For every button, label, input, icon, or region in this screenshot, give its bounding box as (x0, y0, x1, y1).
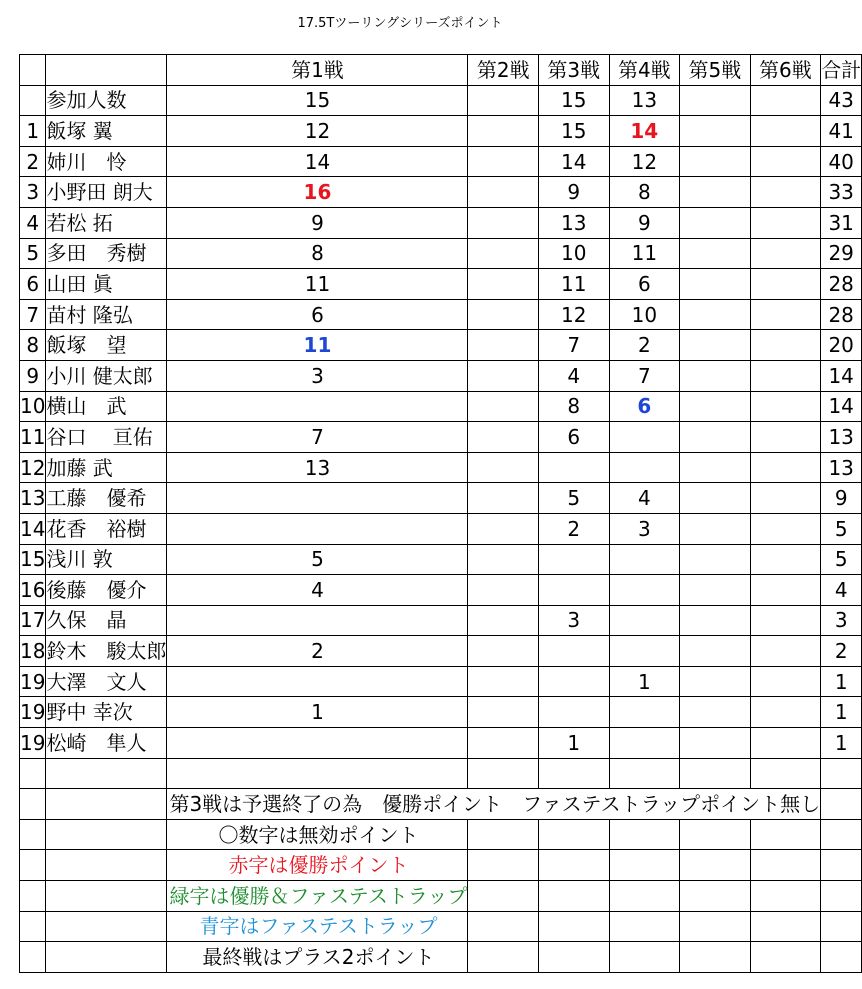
driver-name: 小野田 朗大 (46, 177, 167, 208)
legend-row (20, 942, 862, 973)
round-cell (680, 881, 751, 912)
name-cell (46, 789, 167, 820)
round-cell (609, 911, 680, 942)
round-cell: 4 (539, 360, 610, 391)
round-cell (680, 207, 751, 238)
round-cell (609, 422, 680, 453)
round-cell: 2 (167, 636, 468, 667)
round-cell: 4 (609, 483, 680, 514)
rank-cell: 10 (20, 391, 46, 422)
driver-row (20, 483, 862, 514)
driver-name: 横山 武 (46, 391, 167, 422)
total-cell (821, 881, 862, 912)
round-cell (750, 85, 821, 116)
round-cell: 1 (167, 697, 468, 728)
round-cell (680, 269, 751, 300)
round-cell (680, 422, 751, 453)
round-cell: 6 (167, 299, 468, 330)
round-cell (468, 269, 539, 300)
driver-name: 加藤 武 (46, 452, 167, 483)
total-cell: 5 (821, 513, 862, 544)
legend-row (20, 850, 862, 881)
round-cell (750, 636, 821, 667)
note-row-round3 (20, 789, 862, 820)
driver-row (20, 636, 862, 667)
rank-cell: 3 (20, 177, 46, 208)
total-cell: 28 (821, 299, 862, 330)
round-cell (680, 85, 751, 116)
round-cell (680, 238, 751, 269)
round-cell: 3 (609, 513, 680, 544)
round-cell (167, 605, 468, 636)
round-cell (609, 452, 680, 483)
driver-name: 若松 拓 (46, 207, 167, 238)
driver-row (20, 146, 862, 177)
driver-name: 飯塚 翼 (46, 116, 167, 147)
round-cell (468, 605, 539, 636)
total-cell: 3 (821, 605, 862, 636)
round-cell: 14 (609, 116, 680, 147)
total-cell: 13 (821, 452, 862, 483)
round-cell (167, 666, 468, 697)
header-cell (46, 55, 167, 86)
round-cell (609, 850, 680, 881)
rank-cell: 12 (20, 452, 46, 483)
round-cell (750, 330, 821, 361)
rank-cell: 2 (20, 146, 46, 177)
rank-cell: 19 (20, 666, 46, 697)
name-cell (46, 850, 167, 881)
round-cell: 13 (609, 85, 680, 116)
total-cell: 14 (821, 391, 862, 422)
round-cell: 4 (167, 575, 468, 606)
round-cell (680, 819, 751, 850)
rank-cell (20, 850, 46, 881)
total-cell: 5 (821, 544, 862, 575)
round-cell: 13 (539, 207, 610, 238)
round-cell (468, 636, 539, 667)
round-cell (680, 728, 751, 759)
round-cell (680, 636, 751, 667)
round-cell (468, 207, 539, 238)
legend-row (20, 911, 862, 942)
driver-row (20, 116, 862, 147)
total-cell: 2 (821, 636, 862, 667)
round-cell (680, 146, 751, 177)
round-cell (609, 728, 680, 759)
total-cell: 13 (821, 422, 862, 453)
total-cell (821, 819, 862, 850)
round-cell (680, 116, 751, 147)
rank-cell: 4 (20, 207, 46, 238)
total-cell: 20 (821, 330, 862, 361)
rank-cell: 5 (20, 238, 46, 269)
total-cell: 41 (821, 116, 862, 147)
total-cell (821, 758, 862, 789)
total-cell: 31 (821, 207, 862, 238)
round-cell (468, 881, 539, 912)
round-cell (468, 911, 539, 942)
round-cell: 3 (539, 605, 610, 636)
round-cell (539, 697, 610, 728)
round-cell (468, 146, 539, 177)
round-cell (750, 697, 821, 728)
round-cell (468, 666, 539, 697)
round-cell (468, 819, 539, 850)
round-cell (750, 207, 821, 238)
rank-cell: 19 (20, 728, 46, 759)
round-cell: 11 (539, 269, 610, 300)
round-cell: 15 (539, 116, 610, 147)
round-cell (468, 330, 539, 361)
round-cell: 7 (539, 330, 610, 361)
total-cell: 33 (821, 177, 862, 208)
driver-row (20, 207, 862, 238)
driver-name: 多田 秀樹 (46, 238, 167, 269)
round-cell (750, 269, 821, 300)
driver-name: 松崎 隼人 (46, 728, 167, 759)
header-cell (20, 55, 46, 86)
header-cell: 第4戦 (609, 55, 680, 86)
round-cell (750, 299, 821, 330)
round-cell: 9 (167, 207, 468, 238)
round-cell: 7 (609, 360, 680, 391)
legend-red: 赤字は優勝ポイント (167, 850, 468, 881)
round-cell (468, 238, 539, 269)
driver-row (20, 422, 862, 453)
round-cell (167, 513, 468, 544)
rank-cell: 11 (20, 422, 46, 453)
round-cell (609, 575, 680, 606)
driver-row (20, 728, 862, 759)
round-cell (609, 697, 680, 728)
total-cell (821, 850, 862, 881)
round-cell: 7 (167, 422, 468, 453)
name-cell (46, 942, 167, 973)
driver-row (20, 269, 862, 300)
legend-blue: 青字はファステストラップ (167, 911, 468, 942)
driver-row (20, 666, 862, 697)
rank-cell: 9 (20, 360, 46, 391)
round-cell (167, 728, 468, 759)
round-cell (609, 881, 680, 912)
round-cell (609, 758, 680, 789)
round-cell (468, 850, 539, 881)
rank-cell: 7 (20, 299, 46, 330)
legend-green: 緑字は優勝＆ファステストラップ (167, 881, 468, 912)
rank-cell (20, 758, 46, 789)
round-cell: 12 (539, 299, 610, 330)
round-cell: 6 (609, 391, 680, 422)
driver-name: 飯塚 望 (46, 330, 167, 361)
round-cell: 1 (539, 728, 610, 759)
round-cell: 8 (167, 238, 468, 269)
driver-row (20, 238, 862, 269)
round-cell (468, 483, 539, 514)
driver-name: 谷口 亘佑 (46, 422, 167, 453)
rank-cell (20, 911, 46, 942)
rank-cell: 15 (20, 544, 46, 575)
round-cell (680, 177, 751, 208)
driver-name: 野中 幸次 (46, 697, 167, 728)
header-cell: 第6戦 (750, 55, 821, 86)
driver-name: 山田 眞 (46, 269, 167, 300)
round-cell: 14 (539, 146, 610, 177)
round-cell (750, 422, 821, 453)
name-cell (46, 758, 167, 789)
legend-final: 最終戦はプラス2ポイント (167, 942, 468, 973)
total-cell (821, 942, 862, 973)
round-cell: 9 (609, 207, 680, 238)
rank-cell: 16 (20, 575, 46, 606)
round-cell (539, 544, 610, 575)
driver-row (20, 177, 862, 208)
driver-row (20, 391, 862, 422)
round-cell (468, 942, 539, 973)
points-table (19, 54, 862, 973)
round-cell (680, 697, 751, 728)
round3-note: 第3戦は予選終了の為 優勝ポイント ファステストラップポイント無し (167, 789, 821, 820)
round-cell (680, 605, 751, 636)
round-cell (609, 605, 680, 636)
header-row (20, 55, 862, 86)
driver-row (20, 452, 862, 483)
round-cell (750, 942, 821, 973)
round-cell (539, 911, 610, 942)
round-cell (468, 513, 539, 544)
driver-name: 久保 晶 (46, 605, 167, 636)
round-cell (609, 636, 680, 667)
round-cell (750, 177, 821, 208)
rank-cell (20, 789, 46, 820)
legend-row (20, 881, 862, 912)
page-title: 17.5Tツーリングシリーズポイント (297, 16, 503, 31)
round-cell (680, 911, 751, 942)
rank-cell (20, 85, 46, 116)
rank-cell: 19 (20, 697, 46, 728)
round-cell (468, 299, 539, 330)
round-cell: 10 (539, 238, 610, 269)
driver-name: 後藤 優介 (46, 575, 167, 606)
rank-cell: 8 (20, 330, 46, 361)
rank-cell (20, 819, 46, 850)
header-cell: 合計 (821, 55, 862, 86)
round-cell (609, 942, 680, 973)
round-cell (750, 544, 821, 575)
round-cell (167, 758, 468, 789)
round-cell (750, 146, 821, 177)
name-cell (46, 911, 167, 942)
driver-name: 浅川 敦 (46, 544, 167, 575)
total-cell: 29 (821, 238, 862, 269)
total-cell: 9 (821, 483, 862, 514)
header-cell: 第3戦 (539, 55, 610, 86)
round-cell (539, 942, 610, 973)
round-cell (468, 452, 539, 483)
header-cell: 第2戦 (468, 55, 539, 86)
total-cell: 43 (821, 85, 862, 116)
round-cell (750, 881, 821, 912)
round-cell (539, 758, 610, 789)
round-cell (680, 360, 751, 391)
round-cell (468, 697, 539, 728)
round-cell: 6 (539, 422, 610, 453)
round-cell: 8 (609, 177, 680, 208)
round-cell (468, 391, 539, 422)
total-cell: 1 (821, 728, 862, 759)
round-cell (468, 728, 539, 759)
round-cell: 15 (167, 85, 468, 116)
round-cell (750, 911, 821, 942)
points-table-body (20, 55, 862, 973)
round-cell: 12 (609, 146, 680, 177)
round-cell (680, 666, 751, 697)
name-cell (46, 819, 167, 850)
round-cell (680, 758, 751, 789)
driver-row (20, 299, 862, 330)
round-cell (468, 116, 539, 147)
round-cell (468, 544, 539, 575)
round-cell: 5 (539, 483, 610, 514)
total-cell (821, 789, 862, 820)
driver-name: 姉川 怜 (46, 146, 167, 177)
round-cell: 6 (609, 269, 680, 300)
round-cell (750, 575, 821, 606)
driver-name: 花香 裕樹 (46, 513, 167, 544)
round-cell (680, 513, 751, 544)
total-cell: 40 (821, 146, 862, 177)
round-cell: 11 (167, 269, 468, 300)
driver-name: 苗村 隆弘 (46, 299, 167, 330)
driver-row (20, 544, 862, 575)
round-cell (750, 850, 821, 881)
round-cell: 11 (167, 330, 468, 361)
header-cell: 第5戦 (680, 55, 751, 86)
header-cell: 第1戦 (167, 55, 468, 86)
round-cell: 5 (167, 544, 468, 575)
round-cell (750, 452, 821, 483)
round-cell (680, 391, 751, 422)
round-cell (167, 391, 468, 422)
round-cell (680, 299, 751, 330)
round-cell (539, 575, 610, 606)
rank-cell: 1 (20, 116, 46, 147)
round-cell (680, 483, 751, 514)
round-cell: 11 (609, 238, 680, 269)
legend-invalid: 〇数字は無効ポイント (167, 819, 468, 850)
round-cell (609, 819, 680, 850)
round-cell (468, 758, 539, 789)
round-cell (468, 85, 539, 116)
participants-row (20, 85, 862, 116)
round-cell (750, 391, 821, 422)
round-cell: 8 (539, 391, 610, 422)
round-cell (750, 116, 821, 147)
round-cell (750, 666, 821, 697)
rank-cell: 17 (20, 605, 46, 636)
round-cell (680, 850, 751, 881)
driver-row (20, 575, 862, 606)
driver-name: 大澤 文人 (46, 666, 167, 697)
total-cell (821, 911, 862, 942)
driver-row (20, 513, 862, 544)
round-cell (750, 360, 821, 391)
total-cell: 1 (821, 697, 862, 728)
round-cell (680, 575, 751, 606)
driver-row (20, 605, 862, 636)
round-cell: 3 (167, 360, 468, 391)
round-cell (750, 605, 821, 636)
total-cell: 4 (821, 575, 862, 606)
total-cell: 14 (821, 360, 862, 391)
round-cell: 12 (167, 116, 468, 147)
rank-cell: 18 (20, 636, 46, 667)
round-cell (539, 636, 610, 667)
round-cell (680, 942, 751, 973)
round-cell (750, 728, 821, 759)
round-cell (468, 177, 539, 208)
round-cell (167, 483, 468, 514)
round-cell (539, 850, 610, 881)
total-cell: 1 (821, 666, 862, 697)
rank-cell (20, 942, 46, 973)
rank-cell (20, 881, 46, 912)
driver-name: 小川 健太郎 (46, 360, 167, 391)
rank-cell: 6 (20, 269, 46, 300)
round-cell (750, 513, 821, 544)
round-cell: 14 (167, 146, 468, 177)
round-cell (750, 758, 821, 789)
legend-row (20, 819, 862, 850)
driver-row (20, 697, 862, 728)
rank-cell: 14 (20, 513, 46, 544)
round-cell: 2 (609, 330, 680, 361)
empty-row (20, 758, 862, 789)
round-cell (539, 452, 610, 483)
name-cell (46, 881, 167, 912)
round-cell (539, 881, 610, 912)
driver-name: 工藤 優希 (46, 483, 167, 514)
total-cell: 28 (821, 269, 862, 300)
driver-row (20, 330, 862, 361)
round-cell (750, 483, 821, 514)
driver-name: 鈴木 駿太郎 (46, 636, 167, 667)
round-cell (468, 422, 539, 453)
round-cell (750, 238, 821, 269)
round-cell (750, 819, 821, 850)
driver-row (20, 360, 862, 391)
round-cell (539, 819, 610, 850)
round-cell (468, 575, 539, 606)
round-cell: 9 (539, 177, 610, 208)
round-cell: 1 (609, 666, 680, 697)
round-cell (680, 544, 751, 575)
rank-cell: 13 (20, 483, 46, 514)
round-cell (468, 360, 539, 391)
round-cell: 15 (539, 85, 610, 116)
round-cell (680, 452, 751, 483)
round-cell: 13 (167, 452, 468, 483)
round-cell: 2 (539, 513, 610, 544)
participants-label: 参加人数 (46, 85, 167, 116)
round-cell (539, 666, 610, 697)
round-cell: 16 (167, 177, 468, 208)
round-cell: 10 (609, 299, 680, 330)
round-cell (680, 330, 751, 361)
round-cell (609, 544, 680, 575)
